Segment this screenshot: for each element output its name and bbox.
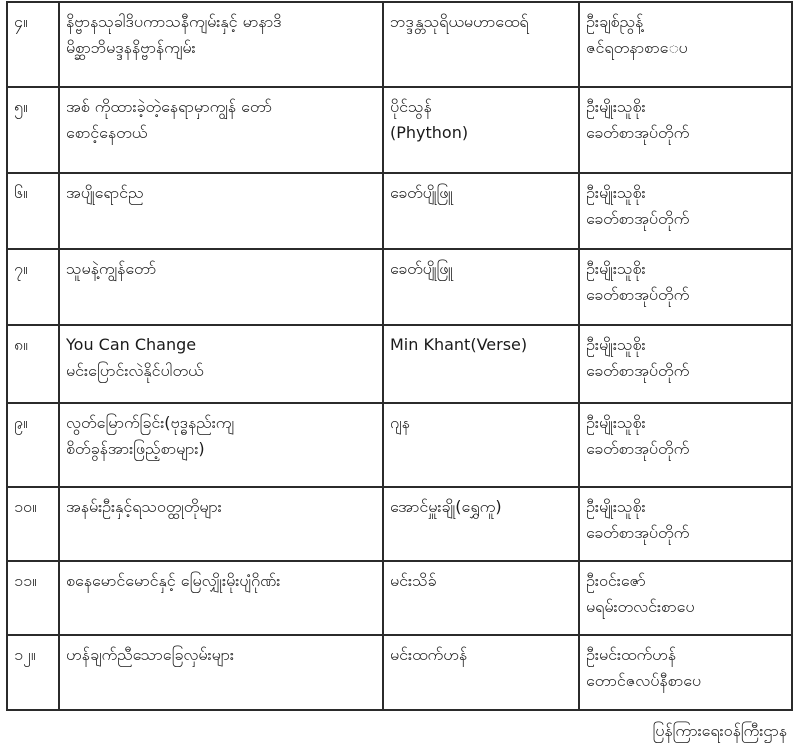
book-author-cell (383, 87, 579, 173)
book-author-cell (383, 487, 579, 561)
row-number: ၁၀။ (14, 497, 37, 516)
book-publisher-cell (579, 487, 792, 561)
book-publisher-cell (579, 561, 792, 635)
book-author-line: ဂျန (390, 413, 410, 432)
book-title-line: မိစ္ဆာဘိမဒ္ဒနနိဗ္ဗာန်ကျမ်း (66, 38, 196, 57)
book-author-line: ပိုင်သွန် (390, 97, 432, 116)
book-publisher-line: ခေတ်စာအုပ်တိုက် (586, 123, 690, 142)
row-number-cell (7, 403, 59, 487)
book-title-cell (59, 403, 383, 487)
book-publisher-cell (579, 87, 792, 173)
book-title-line: သူမနဲ့ကျွန်တော် (66, 259, 157, 278)
book-publisher-line: ဦးမျိုးသူစိုး (586, 183, 646, 202)
row-number: ၉။ (14, 413, 28, 432)
book-publisher-cell (579, 249, 792, 325)
book-title-cell (59, 561, 383, 635)
book-publisher-line: ခေတ်စာအုပ်တိုက် (586, 209, 690, 228)
book-author-cell (383, 635, 579, 710)
row-number-cell (7, 2, 59, 87)
row-number-cell (7, 487, 59, 561)
book-publisher-line: ဦးမျိုးသူစိုး (586, 413, 646, 432)
book-publisher-line: ခေတ်စာအုပ်တိုက် (586, 361, 690, 380)
row-number: ၆။ (14, 183, 28, 202)
book-title-line: အနမ်းဦးနှင့်ရသဝတ္ထုတိုများ (66, 497, 222, 516)
book-publisher-line: ဦးမျိုးသူစိုး (586, 97, 646, 116)
table-row (7, 173, 792, 249)
row-number-cell (7, 325, 59, 403)
book-publisher-line: ဦးမင်းထက်ဟန် (586, 645, 677, 664)
book-title-line: စောင့်နေတယ် (66, 123, 148, 142)
book-publisher-line: မရမ်းတလင်းစာပေ (586, 597, 695, 616)
book-title-cell (59, 487, 383, 561)
table-row (7, 635, 792, 710)
book-title-line: စနေမောင်မောင်နှင့် မြေလျှိုးမိုးပျံဂိုဏ်း (66, 571, 281, 590)
book-publisher-cell (579, 325, 792, 403)
book-publisher-cell (579, 403, 792, 487)
book-publisher-line: တောင်ဇလပ်နီစာပေ (586, 671, 702, 690)
book-author-cell (383, 249, 579, 325)
book-publisher-cell (579, 2, 792, 87)
row-number-cell (7, 173, 59, 249)
book-author-line: ခေတ်ပျိုဖြူ (390, 183, 454, 202)
book-publisher-line: ဦးဝင်းဇော် (586, 571, 646, 590)
book-title-line: You Can Change (66, 335, 197, 354)
book-publisher-line: ဦးမျိုးသူစိုး (586, 335, 646, 354)
book-author-cell (383, 325, 579, 403)
row-number: ၁၁။ (14, 571, 37, 590)
book-publisher-cell (579, 173, 792, 249)
book-author-line: Min Khant(Verse) (390, 335, 528, 354)
row-number: ၅။ (14, 97, 28, 116)
table-row (7, 487, 792, 561)
book-title-line: လွတ်မြောက်ခြင်း(ဗုဒ္ဓနည်းကျ (66, 413, 234, 432)
table-row (7, 2, 792, 87)
table-body (7, 2, 792, 710)
book-list-table (6, 1, 793, 711)
book-publisher-cell (579, 635, 792, 710)
book-publisher-line: ဦးမျိုးသူစိုး (586, 259, 646, 278)
book-author-line: ဘဒ္ဒန္တသုရိယမဟာထေရ် (390, 12, 529, 31)
footer-signature: ပြန်ကြားရေးဝန်ကြီးဌာန (652, 721, 787, 740)
book-title-cell (59, 325, 383, 403)
book-publisher-line: ဦးမျိုးသူစိုး (586, 497, 646, 516)
table-row (7, 249, 792, 325)
book-author-cell (383, 2, 579, 87)
book-title-cell (59, 2, 383, 87)
book-title-line: နိဗ္ဗာနသုခါဒိပကာသနီကျမ်းနှင့် မာနာဒိ (66, 12, 282, 31)
row-number-cell (7, 249, 59, 325)
book-author-line: မင်းသိခ် (390, 571, 437, 590)
row-number: ၄။ (14, 12, 28, 31)
book-publisher-line: ဦးချစ်ညွန့် (586, 12, 644, 31)
row-number: ၇။ (14, 259, 28, 278)
book-author-line: (Phython) (390, 123, 469, 142)
book-title-line: ဟန်ချက်ညီသောခြေလှမ်းများ (66, 645, 234, 664)
book-publisher-line: ခေတ်စာအုပ်တိုက် (586, 285, 690, 304)
book-publisher-line: ဇင်ရတနာစာေပ (586, 38, 688, 57)
book-title-cell (59, 249, 383, 325)
table-row (7, 561, 792, 635)
row-number-cell (7, 561, 59, 635)
book-title-line: စိတ်ခွန်အားဖြည့်စာများ) (66, 439, 205, 458)
table-row (7, 325, 792, 403)
book-author-cell (383, 403, 579, 487)
book-title-cell (59, 635, 383, 710)
book-author-line: ခေတ်ပျိုဖြူ (390, 259, 454, 278)
row-number-cell (7, 635, 59, 710)
row-number: ၈။ (14, 335, 28, 354)
book-author-line: မင်းထက်ဟန် (390, 645, 468, 664)
book-publisher-line: ခေတ်စာအုပ်တိုက် (586, 439, 690, 458)
book-publisher-line: ခေတ်စာအုပ်တိုက် (586, 523, 690, 542)
book-title-line: အစ် ကိုထားခဲ့တဲ့နေရာမှာကျွန် တော် (66, 97, 272, 116)
book-title-cell (59, 173, 383, 249)
book-author-cell (383, 173, 579, 249)
book-author-cell (383, 561, 579, 635)
table-row (7, 87, 792, 173)
row-number: ၁၂။ (14, 645, 36, 664)
row-number-cell (7, 87, 59, 173)
book-author-line: အောင်မှူးချို(ရွှေကူ) (390, 497, 502, 516)
book-title-cell (59, 87, 383, 173)
book-title-line: အပျိုရောင်ည (66, 183, 144, 202)
book-title-line: မင်းပြောင်းလဲနိုင်ပါတယ် (66, 361, 204, 380)
table-row (7, 403, 792, 487)
